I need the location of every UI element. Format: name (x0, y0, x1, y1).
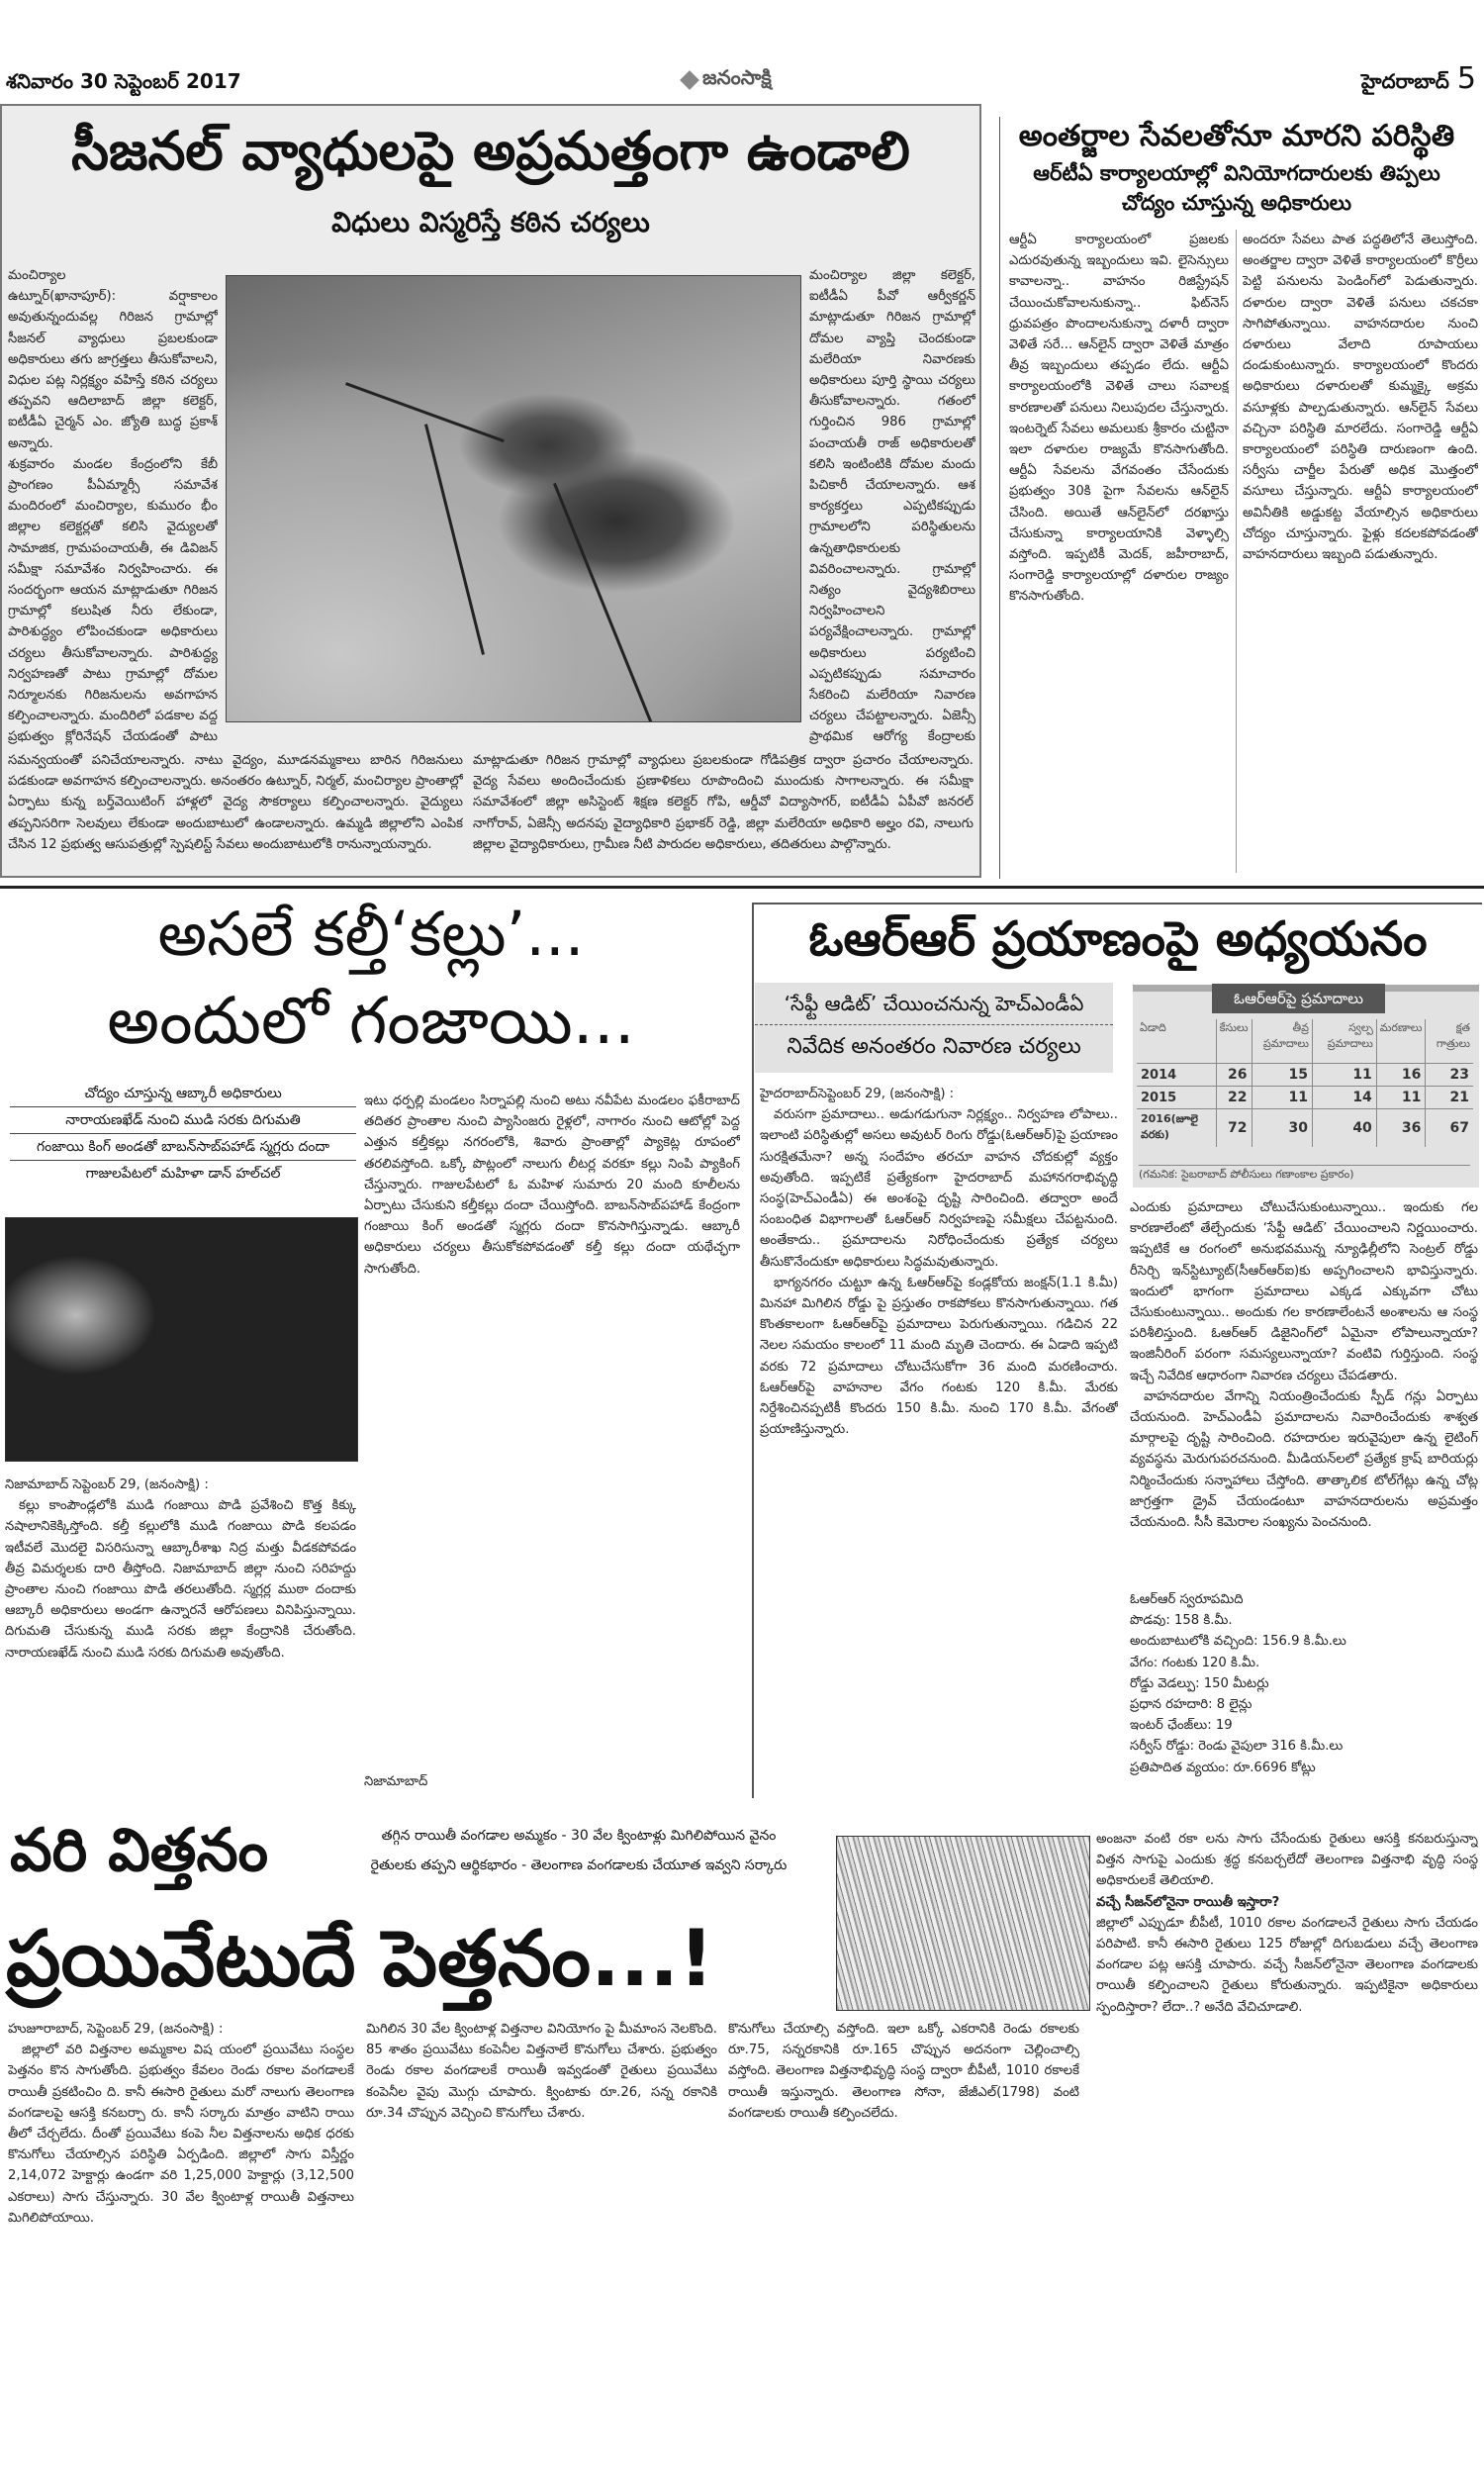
orr-accidents-table-box (1133, 985, 1479, 1188)
table-cell: 11 (1312, 1064, 1376, 1087)
headline-rta: అంతర్జాల సేవలతోనూ మారని పరిస్థితి (1018, 119, 1455, 153)
paddy-para: జిల్లాలో ఎప్పుడూ బీపీటీ, 1010 రకాల వంగడాలనే రైతులు సాగు చేయడం పరిపాటి. కానీ ఈసారి రైతులు 125 రోజుల్లో దిగుబడులు వచ్చే తెలంగాణ వంగడాల పట్ల ఆసక్తి చూపారు. వచ్చే సీజన్‌లోనైనా తెలంగాణ వంగడాలకు రాయితీ కల్పించాలని రైతులు కోరుతున్నారు. ఇప్పటికైనా అధికారులు స్పందిస్తారా? లేదా..? అనేది వేచిచూడాలి. (1096, 1915, 1478, 2015)
edition-city: హైదరాబాద్ (1360, 69, 1449, 93)
mosquito-photo (226, 275, 801, 722)
rta-para: అందరూ సేవలు పాత పద్ధతిలోనే తెలుస్తోంది. అంతర్జాల ద్వారా వెళితే కార్యాలయంలో కొర్రీలు పెట్టి పనులను పెండింగ్‌లో పెడుతున్నారు. దళారుల ద్వారా వెళితే పనులు చకచకా సాగిపోతున్నాయి. వాహనదారుల నుంచి దళారులు వేలాది రూపాయలు దండుకుంటున్నారు. కార్యాలయంలో కొందరు అధికారులు దళారులతో కుమ్మక్కై అక్రమ వసూళ్లకు పాల్పడుతున్నారు. ఆన్‌లైన్ సేవలు వచ్చినా పరిస్థితి మారలేదు. సంగారెడ్డి ఆర్టీఏ కార్యాలయంలో పరిస్థితి దారుణంగా ఉంది. సర్వీసు చార్జీల పేరుతో అధిక మొత్తంలో వసూలు చేస్తున్నారు. ఆర్టీఏ కార్యాలయంలో అవినీతికి అడ్డుకట్ట వేయాల్సిన అధికారులు చోద్యం చూస్తున్నారు. ఫైళ్లు కదలకపోవడంతో వాహనదారులు ఇబ్బంది పడుతున్నారు. (1243, 233, 1478, 563)
photo-detail (553, 483, 660, 722)
table-header: స్వల్ప ప్రమాదాలు (1312, 1019, 1376, 1064)
paddy-subhead: వచ్చే సీజన్‌లోనైనా రాయితీ ఇస్తారా? (1096, 1894, 1280, 1910)
fact-item: వేగం: గంటకు 120 కి.మీ. (1130, 1655, 1260, 1670)
issue-date: శనివారం 30 సెప్టెంబర్ 2017 (6, 69, 241, 93)
paddy-column-4 (1096, 1829, 1478, 2467)
table-header: కేసులు (1216, 1019, 1252, 1064)
orr-para: భాగ్యనగరం చుట్టూ ఉన్న ఓఆర్ఆర్‌పై కండ్లకోయ జంక్షన్(1.1 కి.మీ) మినహా మిగిలిన రోడ్డు పై ప్రస్తుతం రాకపోకలు కొనసాగుతున్నాయి. గత కొంతకాలంగా ఓఆర్ఆర్‌పై ప్రమాదాలు పెరుగుతున్నాయి. గడిచిన 22 నెలల సమయం కాలంలో 11 మంది మృతి చెందారు. ఈ ఏడాది ఇప్పటి వరకు 72 ప్రమాదాలు చోటుచేసుకోగా 36 మంది మరణించారు. ఓఆర్ఆర్‌పై వాహనాల వేగం గంటకు 120 కి.మీ. మేరకు నిర్దేశించినప్పటికీ కొందరు 150 కి.మీ. నుంచి 170 కి.మీ. వేగంతో ప్రయాణిస్తున్నారు. (760, 1275, 1118, 1438)
toddy-para: కల్లు కాంపౌండ్లలోకి ముడి గంజాయి పొడి ప్రవేశించి కొత్త కిక్కు నషాలానికెక్కిస్తోంది. కల్తీ కల్లులోకి ముడి గంజాయి పొడి కలపడం ఇటీవలే మొదలై విసరిసున్నా ఆబ్కారీశాఖ నిద్ర మత్తు వీడకపోవడం తీవ్ర విమర్శలకు దారి తీస్తోంది. నిజామాబాద్ జిల్లా నుంచి సరిహద్దు ప్రాంతాల నుంచి గంజాయి పొడి తరలుతోంది. స్మగ్లర్ల ముఠా దందాకు ఆబ్కారీ అధికారులు అండగా ఉన్నారనే ఆరోపణలు వినిపిస్తున్నాయి. దిగుమతి చేసుకున్న ముడి సరకు జిల్లా కేంద్రానికి చేరుతోంది. నారాయణఖేడ్ నుంచి ముడి సరకు దిగుమతి అవుతోంది. (5, 1498, 356, 1661)
headline-paddy-line2: ప్రయివేటుదే పెత్తనం...! (6, 1915, 714, 2004)
seasonal-bottom-left (8, 750, 463, 869)
fact-item: పొడవు: 158 కి.మీ. (1130, 1613, 1233, 1629)
fact-item: రోడ్డు వెడల్పు: 150 మీటర్లు (1130, 1675, 1269, 1691)
table-cell: 2015 (1137, 1087, 1216, 1109)
column-divider (1236, 230, 1237, 873)
orr-right-column (1130, 1197, 1478, 1588)
paddy-column-3 (728, 2019, 1079, 2469)
photo-detail (424, 424, 485, 655)
headline-seasonal: సీజనల్ వ్యాధులపై అప్రమత్తంగా ఉండాలి (71, 120, 910, 182)
table-cell: 40 (1312, 1109, 1376, 1148)
orr-dateline: హైదరాబాద్‌సెప్టెంబర్ 29, (జనంసాక్షి) : (760, 1087, 955, 1101)
page-number: 5 (1456, 61, 1476, 96)
paddy-column-1 (8, 2019, 354, 2469)
paddy-photo (836, 1836, 1090, 2011)
orr-left-column (760, 1084, 1118, 1776)
table-cell: 21 (1426, 1087, 1473, 1109)
table-cell: 36 (1376, 1109, 1426, 1148)
toddy-para: ఇటు ధర్పల్లి మండలం సిర్నాపల్లి నుంచి అటు నవీపేట మండలం ఫకీరాబాద్ తదితర ప్రాంతాల నుంచి ప్యాసింజరు రైళ్లలో, నాగారం నుంచి ఆటోల్లో పెద్ద ఎత్తున కల్తీకల్లు నగరంలోకి, శివారు ప్రాంతాల్లో ప్యాకెట్ల రూపంలో తరలివస్తోంది. ఒక్కో పొట్లంలో నాలుగు లీటర్ల వరకూ కల్లు నింపి ప్యాకింగ్ చేస్తున్నారు. గాజులపేటలో ఓ మహిళ సుమారు 20 మంది కూలీలను ఏర్పాటు చేసుకుని కల్తీకల్లు దందా చేయిస్తోంది. బాబన్‌సాబ్‌పహాడ్ కేంద్రంగా గంజాయి కింగ్ అండతో స్మగ్లరు దందా కొనసాగిస్తున్నాడు. ఆబ్కారీ అధికారులు చర్యలు తీసుకోకపోవడంతో కల్తీ కల్లు దందా యథేచ్ఛగా సాగుతోంది. (364, 1094, 740, 1277)
table-cell: 22 (1216, 1087, 1252, 1109)
seasonal-para: సమన్వయంతో పనిచేయాలన్నారు. నాటు వైద్యం, మూడనమ్మకాలు బారిన గిరిజనులు పడకుండా అవగాహన కల్పించాలన్నారు. అనంతరం ఉట్నూర్, నిర్మల్, మంచిర్యాల ప్రాంతాల్లో ఏర్పాటు కున్న బర్త్‌వెయిటింగ్ హాళ్లలో వైద్య సౌకర్యాలు కల్పించాలన్నారు. వైద్యులు తప్పనిసరిగా సెలవులు లేకుండా అందుబాటులో ఉండాలన్నారు. ఉమ్మడి జిల్లాలోని ఎంపిక చేసిన 12 ప్రభుత్వ ఆసుపత్రుల్లో స్పెషలిస్ట్ సేవలు అందుబాటులోకి రానున్నాయన్నారు. (8, 753, 463, 852)
table-header: మరణాలు (1376, 1019, 1426, 1064)
newspaper-logo (683, 65, 772, 94)
subhead-orr-1: ‘సేఫ్టీ ఆడిట్’ చేయించనున్న హెచ్ఎండీఏ (755, 983, 1113, 1024)
seasonal-para: ఉట్నూర్(ఖానాపూర్): వర్షాకాలం అవుతున్నందువల్ల గిరిజన గ్రామాల్లో సీజనల్ వ్యాధులు ప్రబలకుండా అధికారులు తగు జాగ్రత్తలు తీసుకోవాలని, విధుల పట్ల నిర్లక్ష్యం వహిస్తే కఠిన చర్యలు తప్పవని ఆదిలాబాద్ జిల్లా కలెక్టర్, ఐటీడీఏ చైర్మన్ ఎం. జ్యోతి బుద్ధ ప్రకాశ్ అన్నారు. (8, 289, 218, 451)
paddy-para: జిల్లాలో వరి విత్తనాల అమ్మకాల విష యంలో ప్రయివేటు సంస్థల పెత్తనం కొన సాగుతోంది. ప్రభుత్వం కేవలం రెండు రకాల వంగడాలకే రాయితీ ప్రకటించిం ది. కానీ ఈసారి రైతులు మరో నాలుగు తెలంగాణ వంగడాలపై ఆసక్తి కనబర్చా రు. కానీ సర్కారు మాత్రం వాటిని రాయి తీలో చేర్చలేదు. దీంతో ప్రయివేటు కంపె నీల విత్తనాలను అధిక ధరకు కొనుగోలు చేయాల్సిన పరిస్థితి ఏర్పడింది. జిల్లాలో సాగు విస్తీర్ణం 2,14,072 హెక్టార్లు ఉండగా వరి 1,25,000 హెక్టార్లు (3,12,500 ఎకరాలు) సాగు చేస్తున్నారు. 30 వేల క్వింటాళ్ల రాయితీ విత్తనాలు మిగిలిపోయాయి. (8, 2043, 354, 2226)
facts-title: ఓఆర్ఆర్ స్వరూపమిది (1130, 1592, 1244, 1607)
orr-para: ఎందుకు ప్రమాదాలు చోటుచేసుకుంటున్నాయి.. ఇందుకు గల కారణాలేంటో తేల్చేందుకు ‘సేఫ్టీ ఆడిట్’ చేయించాలని నిర్ణయించారు. ఇప్పటికే ఆ రంగంలో అనుభవమున్న న్యూఢిల్లీలోని సెంట్రల్ రోడ్డు రీసెర్చి ఇన్‌స్టిట్యూట్(సీఆర్‌ఆర్‌ఐ)కు అప్పగించాలని భావిస్తున్నారు. ఇందులో భాగంగా ప్రమాదాలు ఎక్కడ ఎక్కువగా చోటు చేసుకుంటున్నాయి.. అందుకు గల కారణాలేంటనే అంశాలను ఆ సంస్థ పరిశీలిస్తుంది. ఓఆర్ఆర్ డిజైనింగ్‌లో ఏమైనా లోపాలున్నాయా? ఇంజినీరింగ్ పరంగా సమస్యలున్నాయా? వంటివి గుర్తిస్తుంది. సంస్థ ఇచ్చే నివేదిక ఆధారంగా నివారణ చర్యలు చేపడతారు. (1130, 1200, 1478, 1383)
toddy-signoff: నిజామాబాద్ (364, 1774, 428, 1789)
toddy-left-column (5, 1475, 356, 1791)
rta-column-1 (1009, 230, 1229, 873)
photo-detail (345, 382, 505, 442)
kicker-line: నారాయణఖేడ్ నుంచి ముడి సరకు దిగుమతి (10, 1107, 356, 1134)
headline-paddy-line1: వరి విత్తనం (10, 1816, 269, 1885)
page-info (1361, 61, 1476, 98)
table-cell: 72 (1216, 1109, 1252, 1148)
paddy-para: అంజనా వంటి రకా లను సాగు చేసేందుకు రైతులు ఆసక్తి కనబరుస్తున్నా విత్తన సాగుపై ఎందుకు శ్రద్ధ కనబర్చలేదో తెలంగాణ విత్తనాభి వృద్ధి సంస్థ అధికారులకే తెలియాలి. (1096, 1832, 1478, 1889)
table-title: ఓఆర్ఆర్‌పై ప్రమాదాలు (1212, 984, 1385, 1013)
seasonal-bottom-right (473, 750, 974, 869)
table-row (1137, 1087, 1473, 1109)
table-cell: 26 (1216, 1064, 1252, 1087)
logo-mark-icon (680, 70, 699, 90)
table-cell: 2014 (1137, 1064, 1216, 1087)
rta-para: ఆర్టీఏ కార్యాలయంలో ప్రజలకు ఎదురవుతున్న ఇబ్బందులు ఇవి. లైసెన్సులు కావాలన్నా.. వాహనం రిజిస్ట్రేషన్ చేయించుకోవాలనుకున్నా.. ఫిట్‌నెస్ ధ్రువపత్రం పొందాలనుకున్నా దళారీ ద్వారా వెళితే సరే... ఆన్‌లైన్ ద్వారా వెళితే మాత్రం తీవ్ర ఇబ్బందులు తప్పడం లేదు. ఆర్టీఏ కార్యాలయంలోకి వెళితే చాలు సవాలక్ష కారణాలతో పనులు నిలుపుదల చేస్తున్నారు. ఇంటర్నెట్ సేవలు అమలుకు శ్రీకారం చుట్టినా ఇలా దళారుల రాజ్యమే కొనసాగుతోంది. ఆర్టీఏ సేవలను వేగవంతం చేసేందుకు ప్రభుత్వం 30కి పైగా సేవలను ఆన్‌లైన్ చేసింది. అయితే ఆన్‌లైన్‌లో దరఖాస్తు చేసుకున్నా కార్యాలయానికి వెళ్ళాల్సి వస్తోంది. ఇప్పటికీ మెదక్, జహీరాబాద్, సంగారెడ్డి కార్యాలయాల్లో దళారుల రాజ్యం కొనసాగుతోంది. (1009, 233, 1229, 605)
orr-para: వరుసగా ప్రమాదాలు.. అడుగడుగునా నిర్లక్ష్యం.. నిర్వహణ లోపాలు.. ఇలాంటి పరిస్థితుల్లో అసలు అవుటర్ రింగు రోడ్డు(ఓఆర్ఆర్)పై ప్రయాణం సురక్షితమేనా? అన్న సందేహం తరచూ వాహన చోదకుల్లో వ్యక్తం అవుతోంది. ఇప్పటికే ప్రత్యేకంగా హైదరాబాద్ మహానగరాభివృద్ధి సంస్థ(హెచ్‌ఎండీఏ) ఈ అంశంపై దృష్టి సారించింది. తద్వారా అందే సంబంధిత విభాగాలతో ఓఆర్ఆర్ నిర్వహణపై సమీక్షలు చేపట్టనుంది. అంతేకాదు.. ప్రమాదాలను నిరోధించేందుకు ప్రత్యేక చర్యలు తీసుకొనేందుకూ అధికారులు సిద్ధమవుతున్నారు. (760, 1107, 1118, 1270)
orr-para: వాహనదారుల వేగాన్ని నియంత్రించేందుకు స్పీడ్ గన్లు ఏర్పాటు చేయనుంది. హెచ్‌ఎండీఏ ప్రమాదాలను నివారించేందుకు శాశ్వత మార్గాలపై దృష్టి సారించింది. రహదారుల ఇరువైపులా ఉన్న లైటింగ్ వ్యవస్థను మెరుగుపరచనుంది. మీడియన్‌లలో ప్రత్యేక క్రాష్ బారియర్లు నిర్మించేందుకు సన్నాహాలు చేస్తోంది. తాత్కాలిక టోల్‌గేట్లు ఉన్న చోట్ల జాగ్రత్తగా డ్రైవ్ చేయండంటూ వాహనదారులను అప్రమత్తం చేయనుంది. సీసీ కెమెరాల సంఖ్యను పెంచనుంది. (1130, 1388, 1478, 1531)
toddy-kickers (0, 1081, 366, 1187)
headline-toddy-line1: అసలే కల్తీ‘కల్లు’... (157, 898, 585, 970)
toddy-right-column (364, 1091, 740, 1773)
kicker-line: చోద్యం చూస్తున్న ఆబ్కారీ అధికారులు (10, 1081, 356, 1107)
table-cell: 11 (1376, 1087, 1426, 1109)
seasonal-right-column (809, 265, 975, 750)
table-header: తీవ్ర ప్రమాదాలు (1252, 1019, 1312, 1064)
table-cell: 2016(జూలై వరకు) (1137, 1109, 1216, 1148)
table-note: (గమనిక: సైబరాబాద్ పోలీసులు గణాంకాల ప్రకారం) (1139, 1165, 1470, 1184)
table-row (1137, 1109, 1473, 1148)
rta-column-2 (1243, 230, 1478, 873)
table-cell: 23 (1426, 1064, 1473, 1087)
paddy-deck-2: రైతులకు తప్పని ఆర్థికభారం - తెలంగాణ వంగడాలకు చేయూత ఇవ్వని సర్కారు (370, 1857, 788, 1873)
paddy-para: మిగిలిన 30 వేల క్వింటాళ్ల విత్తనాల వినియోగం పై మీమాంస నెలకొంది. 85 శాతం ప్రయివేటు కంపెనీల విత్తనాలే కొనుగోలు చేశారు. ప్రభుత్వం రెండు రకాల వంగడాలకే రాయితీ ఇవ్వడంతో రైతులు ప్రయివేటు కంపెనీల వైపు మొగ్గు చూపారు. క్వింటాకు రూ.26, సన్న రకానికి రూ.34 చొప్పున వెచ్చించి కొనుగోలు చేశారు. (366, 2022, 717, 2121)
seasonal-left-column (8, 265, 218, 750)
seasonal-para: మాట్లాడుతూ గిరిజన గ్రామాల్లో వ్యాధులు ప్రబలకుండా గోడిపత్రిక ద్వారా ప్రచారం చేయాలన్నారు. వైద్య సేవలు అందించేందుకు ప్రణాళికలు రూపొందించి ముందుకు సాగాలన్నారు. ఈ సమీక్షా సమావేశంలో జిల్లా అసిస్టెంట్ శిక్షణ కలెక్టర్ గోపి, ఆర్డీవో విద్యాసాగర్, ఐటీడీఏ ఏపీవో జనరల్ నాగోరావ్, ఏజెన్సీ అదనపు వైద్యాధికారి ప్రభాకర్ రెడ్డి, జిల్లా మలేరియా అధికారి అల్హం రవి, నాలుగు జిల్లాల వైద్యాధికారులు, గ్రామీణ నీటి పారుదల అధికారులు, తదితరులు పాల్గొన్నారు. (473, 753, 974, 852)
table-cell: 11 (1252, 1087, 1312, 1109)
subhead-orr-2: నివేదిక అనంతరం నివారణ చర్యలు (755, 1024, 1113, 1073)
table-cell: 14 (1312, 1087, 1376, 1109)
kicker-line: గంజాయి కింగ్ అండతో బాబన్‌సాబ్‌పహాడ్ స్మగ్లరు దందా (10, 1134, 356, 1161)
subheadline-seasonal: విధులు విస్మరిస్తే కఠిన చర్యలు (331, 206, 650, 238)
column-divider (999, 117, 1000, 879)
table-cell: 67 (1426, 1109, 1473, 1148)
fact-item: ఇంటర్ ఛేంజ్‌లు: 19 (1130, 1718, 1233, 1734)
paddy-dateline: హుజూరాబాద్, సెప్టెంబర్ 29, (జనంసాక్షి) : (8, 2022, 224, 2037)
table-cell: 30 (1252, 1109, 1312, 1148)
subheadline-rta-1: ఆర్‌టీఏ కార్యాలయాల్లో వినియోగదారులకు తిప్పలు (1033, 161, 1440, 185)
table-header: ఏడాది (1137, 1019, 1216, 1064)
logo-text: జనంసాక్షి (702, 65, 772, 89)
paddy-deck-1: తగ్గిన రాయితీ వంగడాల అమ్మకం - 30 వేల క్వింటాళ్లు మిగిలిపోయిన వైనం (381, 1828, 777, 1844)
orr-facts-box (1130, 1589, 1478, 1787)
seasonal-para: మంచిర్యాల జిల్లా కలెక్టర్, ఐటీడీఏ పీవో ఆర్వీకర్ణన్ మాట్లాడుతూ గిరిజన గ్రామాల్లో దోమల వ్యాప్తి చెందకుండా మలేరియా నివారణకు అధికారులు పూర్తి స్థాయి చర్యలు తీసుకోవాలన్నారు. గతంలో గుర్తించిన 986 గ్రామాల్లో పంచాయతీ రాజ్ అధికారులతో కలిసి ఇంటింటికి దోమల మందు పిచికారీ చేయాలన్నారు. ఆశ కార్యకర్తలు ఎప్పటికప్పుడు గ్రామాలలోని పరిస్థితులను ఉన్నతాధికారులకు వివరించాలన్నారు. గ్రామాల్లో నిత్యం వైద్యశిబిరాలు నిర్వహించాలని పర్యవేక్షించాలన్నారు. గ్రామాల్లో అధికారులు పర్యటించి ఎప్పటికప్పుడు సమాచారం సేకరించి మలేరియా నివారణ చర్యలు చేపట్టాలన్నారు. ఏజెన్సీ ప్రాథమిక ఆరోగ్య కేంద్రాలకు (809, 268, 975, 745)
headline-orr: ఓఆర్ఆర్ ప్రయాణంపై అధ్యయనం (808, 911, 1428, 967)
toddy-dateline: నిజామాబాద్ సెప్టెంబర్ 29, (జనంసాక్షి) : (5, 1477, 209, 1492)
orr-accidents-table (1137, 1019, 1473, 1147)
fact-item: అందుబాటులోకి వచ్చింది: 156.9 కి.మీ.లు (1130, 1634, 1346, 1650)
table-header-row (1137, 1019, 1473, 1064)
seasonal-para: శుక్రవారం మండల కేంద్రంలోని కేబీ ప్రాంగణం పీఏమ్మార్సీ సమావేశ మందిరంలో మంచిర్యాల, కుమురం భీం జిల్లాల కలెక్టర్లతో కలిసి వైద్యులతో సామాజిక, గ్రామపంచాయతీ, ఈ డివిజన్ సమీక్షా సమావేశం నిర్వహించారు. ఈ సందర్భంగా ఆయన మాట్లాడుతూ గిరిజన గ్రామాల్లో కలుషిత నీరు లేకుండా, పారిశుద్ధ్యం లోపించకుండా అధికారులు చర్యలు తీసుకోవాలన్నారు. పారిశుద్ధ్య నిర్వహణతో పాటు గ్రామాల్లో దోమల నిర్మూలనకు గిరిజనులను అవగాహన కల్పించాలన్నారు. మందిరిలో పడకాల వద్ద ప్రభుత్వం క్లోరినేషన్ చేయడంతో పాటు (8, 456, 218, 745)
seasonal-place: మంచిర్యాల (8, 268, 66, 283)
table-row (1137, 1064, 1473, 1087)
fact-item: ప్రధాన రహదారి: 8 లైన్లు (1130, 1697, 1252, 1713)
fact-item: సర్వీస్ రోడ్డు: రెండు వైపులా 316 కి.మీ.లు (1130, 1739, 1344, 1755)
headline-toddy-line2: అందులో గంజాయి... (107, 983, 635, 1059)
subheadline-rta-2: చోద్యం చూస్తున్న అధికారులు (1122, 191, 1351, 215)
table-cell: 16 (1376, 1064, 1426, 1087)
paddy-column-2 (366, 2019, 717, 2469)
kicker-line: గాజులపేటలో మహిళా డాన్ హల్‌చల్ (85, 1166, 281, 1182)
fact-item: ప్రతిపాదిత వ్యయం: రూ.6696 కోట్లు (1130, 1760, 1316, 1775)
paddy-para: కొనుగోలు చేయాల్సి వస్తోంది. ఇలా ఒక్కో ఎకరానికి రెండు రకాలకు రూ.75, సన్నరకానికి రూ.165 చొప్పున అదనంగా చెల్లించాల్సి వస్తోంది. తెలంగాణ విత్తనాభివృద్ధి సంస్థ ద్వారా బీపీటీ, 1010 రకాలకే రాయితీ ఇస్తున్నారు. తెలంగాణ సోనా, జేజీఎల్(1798) వంటి వంగడాలకు రాయితీ కల్పించలేదు. (728, 2022, 1079, 2121)
table-header: క్షత గాత్రులు (1436, 1021, 1470, 1050)
table-cell: 15 (1252, 1064, 1312, 1087)
section-divider (0, 886, 1484, 889)
toddy-photo (5, 1217, 358, 1462)
